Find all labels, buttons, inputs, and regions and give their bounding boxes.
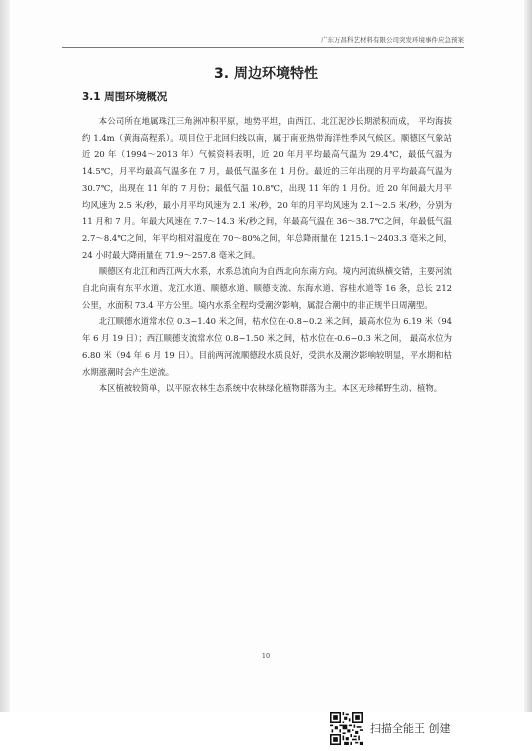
page-shadow-left bbox=[0, 0, 10, 712]
scanner-footer bbox=[0, 712, 532, 751]
page-shadow-right bbox=[524, 0, 532, 712]
subsection-title: 3.1 周围环境概况 bbox=[82, 91, 168, 103]
paragraph-climate: 本公司所在地属珠江三角洲冲积平原，地势平坦，由西江、北江泥沙长期淤积而成， 平均海拔约 1.4m（黄海高程系）。项目位于北回归线以南，属于南亚热带海洋性季风气候区。顺德区气象站近 20 年（1994～2013 年）气候资料表明，近 20 年月平均最高气温为 29.4℃，最低气温为 14.5℃，月平均最高气温多在 7 月，最低气温多在 1 月份。最近的三年出现的月平均最高气温为 30.7℃，出现在 11 年的 7 月份；最低气温 10.8℃，出现 11 年的 1 月份。近 20 年间最大月平均风速为 2.5 米/秒，最小月平均风速为 2.1 米/秒，20 年的月平均风速为 2.1～2.5 米/秒，分别为 11 月和 7 月。年最大风速在 7.7～14.3 米/秒之间，年最高气温在 36～38.7℃之间，年最低气温 2.7～8.4℃之间，年平均相对温度在 70～80%之间，年总降雨量在 1215.1～2403.3 毫米之间，24 小时最大降雨量在 71.9～257.8 毫米之间。 bbox=[82, 116, 452, 260]
body-text bbox=[82, 113, 452, 397]
section-title: 3. 周边环境特性 bbox=[214, 66, 318, 82]
scanner-watermark-label: 扫描全能王 创建 bbox=[370, 722, 451, 735]
paragraph-water-level: 北江顺德水道常水位 0.3~1.40 米之间，枯水位在-0.8~0.2 米之间，最高水位为 6.19 米（94 年 6 月 19 日）；西江顺德支流常水位 0.8~1.50 米之间，枯水位在-0.6~0.3 米之间， 最高水位为 6.80 米（94 年 6 月 19 日）。目前两河流顺德段水质良好，受洪水及潮汐影响较明显，平水期和枯水期涨潮时会产生逆流。 bbox=[82, 316, 452, 377]
paragraph-water-system: 顺德区有北江和西江两大水系，水系总流向为自西北向东南方向。境内河流纵横交错，主要河流自北向南有东平水道、龙江水道、顺德水道、顺德支流、东海水道、容桂水道等 16 条，总长 212 公里，水面积 73.4 平方公里。境内水系全程均受潮汐影响，属混合潮中的非正规半日周潮型。 bbox=[82, 266, 452, 310]
paragraph-vegetation: 本区植被较简单，以平原农林生态系统中农林绿化植物群落为主。本区无珍稀野生动、植物。 bbox=[98, 383, 443, 394]
running-header: 广东万昌科艺材料有限公司突发环境事件应急预案 bbox=[62, 35, 464, 48]
page-number: 10 bbox=[261, 652, 271, 660]
qr-code-icon bbox=[330, 712, 363, 745]
